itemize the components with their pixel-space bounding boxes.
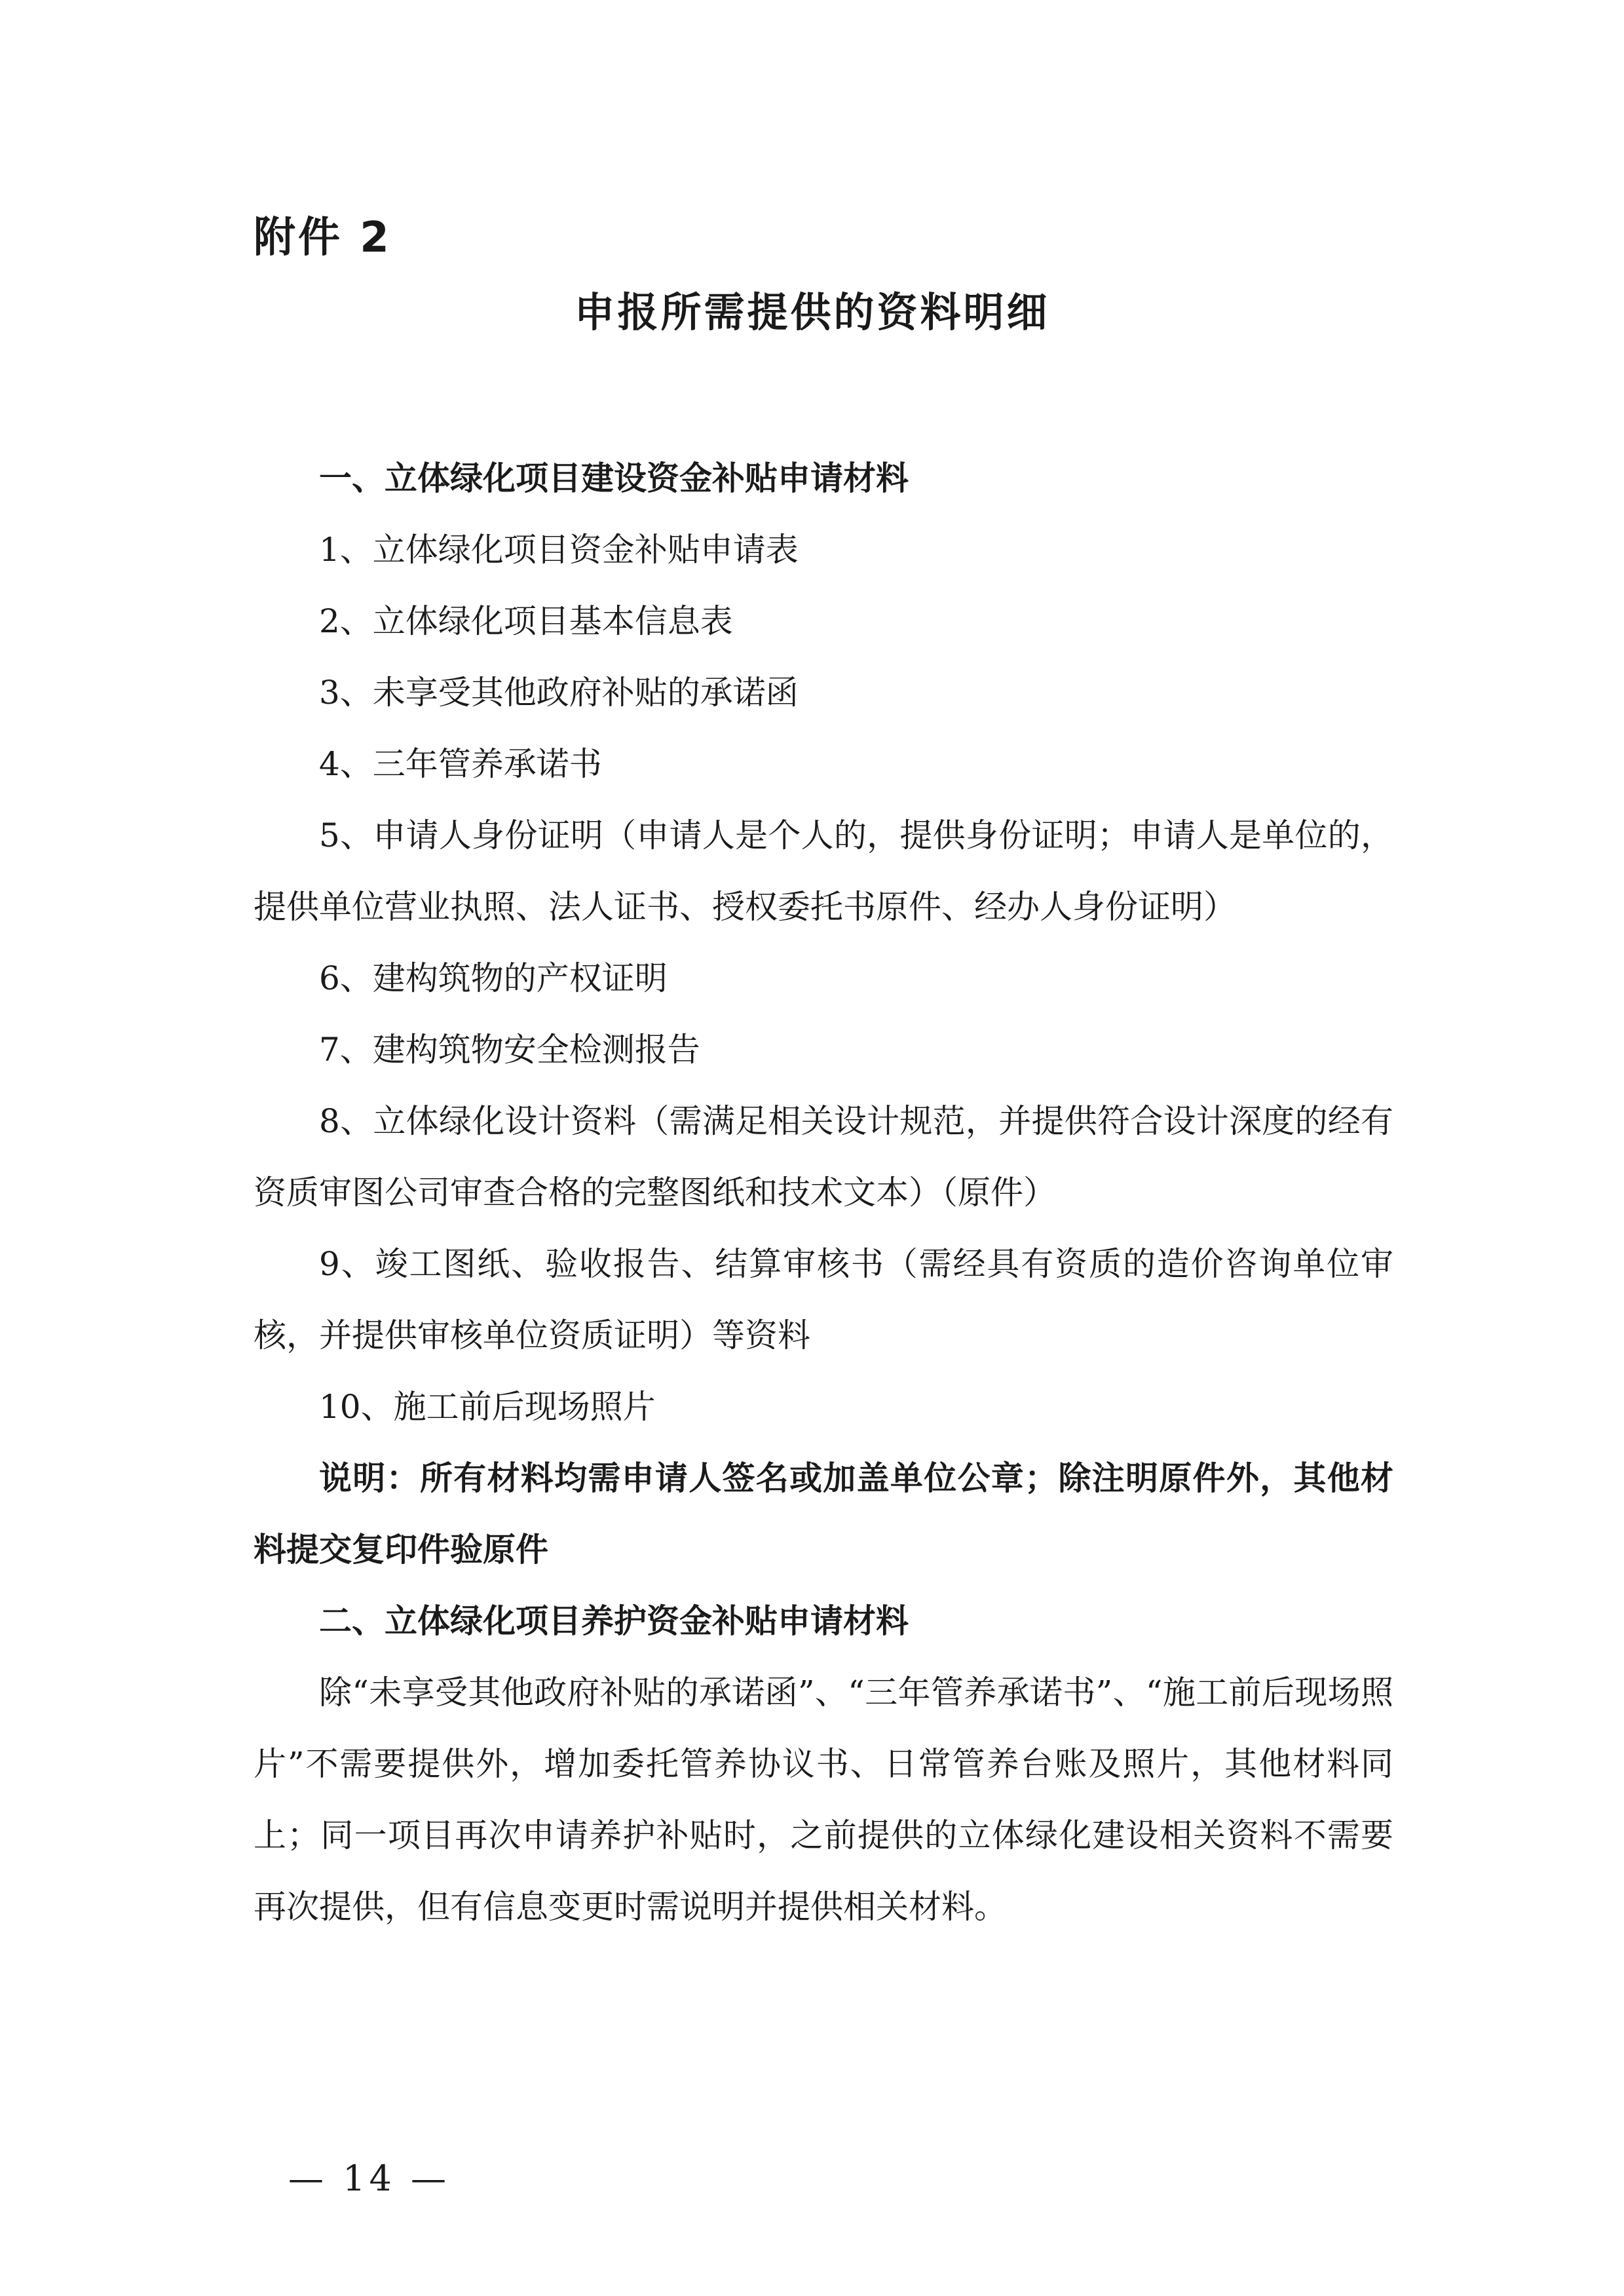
list-item: 1、立体绿化项目资金补贴申请表	[319, 531, 799, 569]
section-heading: 二、立体绿化项目养护资金补贴申请材料	[319, 1602, 909, 1640]
list-item: 5、申请人身份证明（申请人是个人的，提供身份证明；申请人是单位的，提供单位营业执照、法人证书、授权委托书原件、经办人身份证明）	[254, 816, 1393, 926]
list-item: 6、建构筑物的产权证明	[319, 959, 668, 997]
list-item: 4、三年管养承诺书	[319, 745, 602, 783]
attachment-label: 附件 2	[254, 214, 392, 262]
document-body	[254, 443, 1393, 1943]
list-item: 2、立体绿化项目基本信息表	[319, 602, 733, 640]
note-paragraph: 说明：所有材料均需申请人签名或加盖单位公章；除注明原件外，其他材料提交复印件验原件	[254, 1459, 1393, 1569]
list-item: 7、建构筑物安全检测报告	[319, 1031, 700, 1069]
body-paragraph: 除“未享受其他政府补贴的承诺函”、“三年管养承诺书”、“施工前后现场照片”不需要提供外，增加委托管养协议书、日常管养台账及照片，其他材料同上；同一项目再次申请养护补贴时，之前提供的立体绿化建设相关资料不需要再次提供，但有信息变更时需说明并提供相关材料。	[254, 1674, 1393, 1926]
list-item: 9、竣工图纸、验收报告、结算审核书（需经具有资质的造价咨询单位审核，并提供审核单位资质证明）等资料	[254, 1245, 1393, 1354]
page-number: — 14 —	[288, 2158, 451, 2199]
list-item: 8、立体绿化设计资料（需满足相关设计规范，并提供符合设计深度的经有资质审图公司审查合格的完整图纸和技术文本）（原件）	[254, 1102, 1393, 1212]
document-title: 申报所需提供的资料明细	[574, 288, 1050, 336]
section-heading: 一、立体绿化项目建设资金补贴申请材料	[319, 459, 909, 497]
list-item: 3、未享受其他政府补贴的承诺函	[319, 674, 799, 712]
list-item: 10、施工前后现场照片	[319, 1388, 656, 1426]
